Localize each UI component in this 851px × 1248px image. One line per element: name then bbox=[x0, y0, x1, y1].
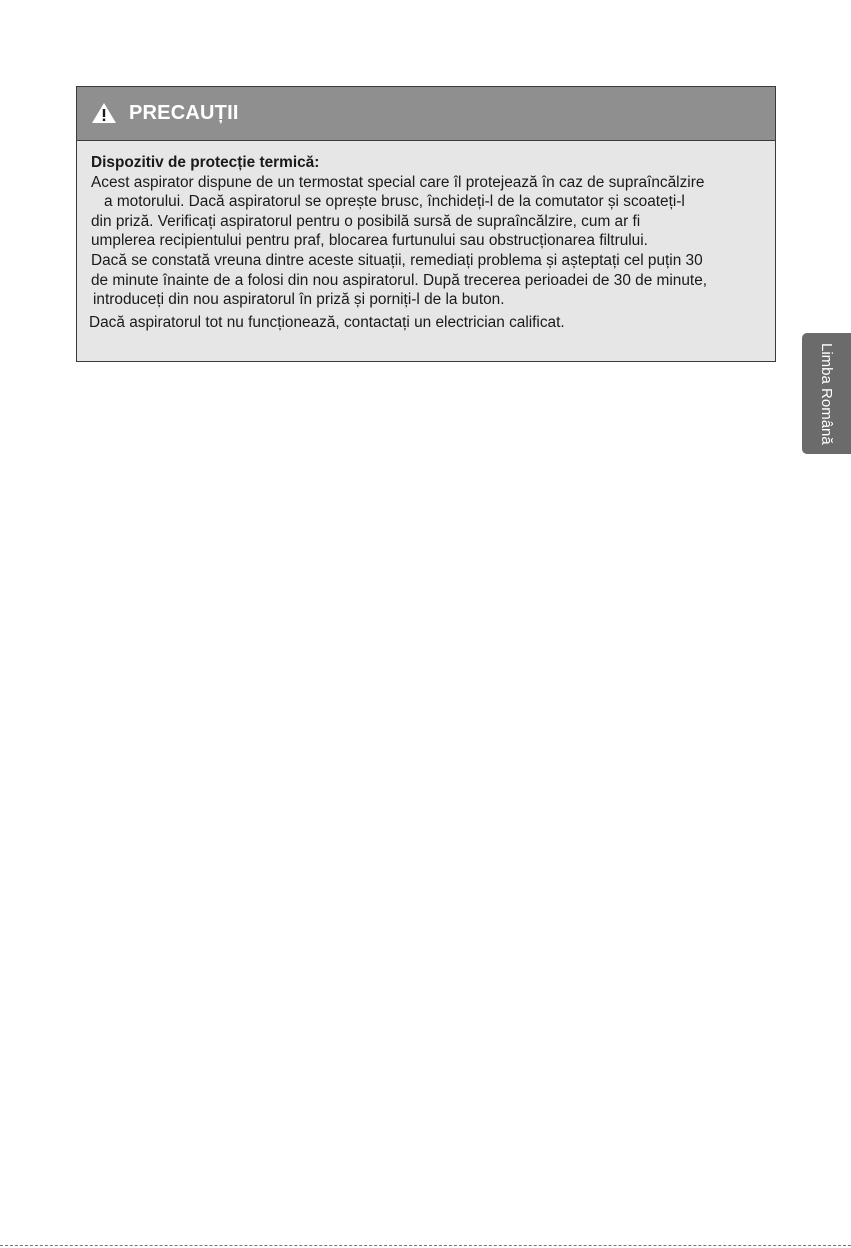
caution-line: introduceți din nou aspiratorul în priză și porniți-l de la buton. bbox=[93, 291, 505, 309]
language-side-tab bbox=[802, 333, 851, 454]
caution-title: PRECAUȚII bbox=[129, 102, 239, 124]
warning-triangle-icon bbox=[91, 102, 117, 124]
caution-line: de minute înainte de a folosi din nou aspiratorul. După trecerea perioadei de 30 de minute, bbox=[91, 271, 708, 289]
language-tab-label: Limba Română bbox=[818, 342, 835, 445]
caution-line: Dacă se constată vreuna dintre aceste situații, remediați problema și așteptați cel puțin 30 bbox=[91, 251, 703, 269]
caution-line: umplerea recipientului pentru praf, blocarea furtunului sau obstrucționarea filtrului. bbox=[91, 232, 648, 250]
caution-line: Dacă aspiratorul tot nu funcționează, contactați un electrician calificat. bbox=[89, 313, 565, 331]
caution-line: din priză. Verificați aspiratorul pentru o posibilă sursă de supraîncălzire, cum ar fi bbox=[91, 212, 641, 230]
caution-line: a motorului. Dacă aspiratorul se oprește brusc, închideți-l de la comutator și scoateți-l bbox=[104, 193, 685, 211]
caution-body bbox=[77, 141, 775, 332]
caution-box bbox=[76, 86, 776, 362]
caution-line: Acest aspirator dispune de un termostat special care îl protejează în caz de supraîncălzire bbox=[91, 173, 705, 191]
caution-header bbox=[77, 87, 775, 141]
page-bottom-divider bbox=[0, 1245, 851, 1246]
caution-heading: Dispozitiv de protecție termică: bbox=[91, 154, 320, 171]
